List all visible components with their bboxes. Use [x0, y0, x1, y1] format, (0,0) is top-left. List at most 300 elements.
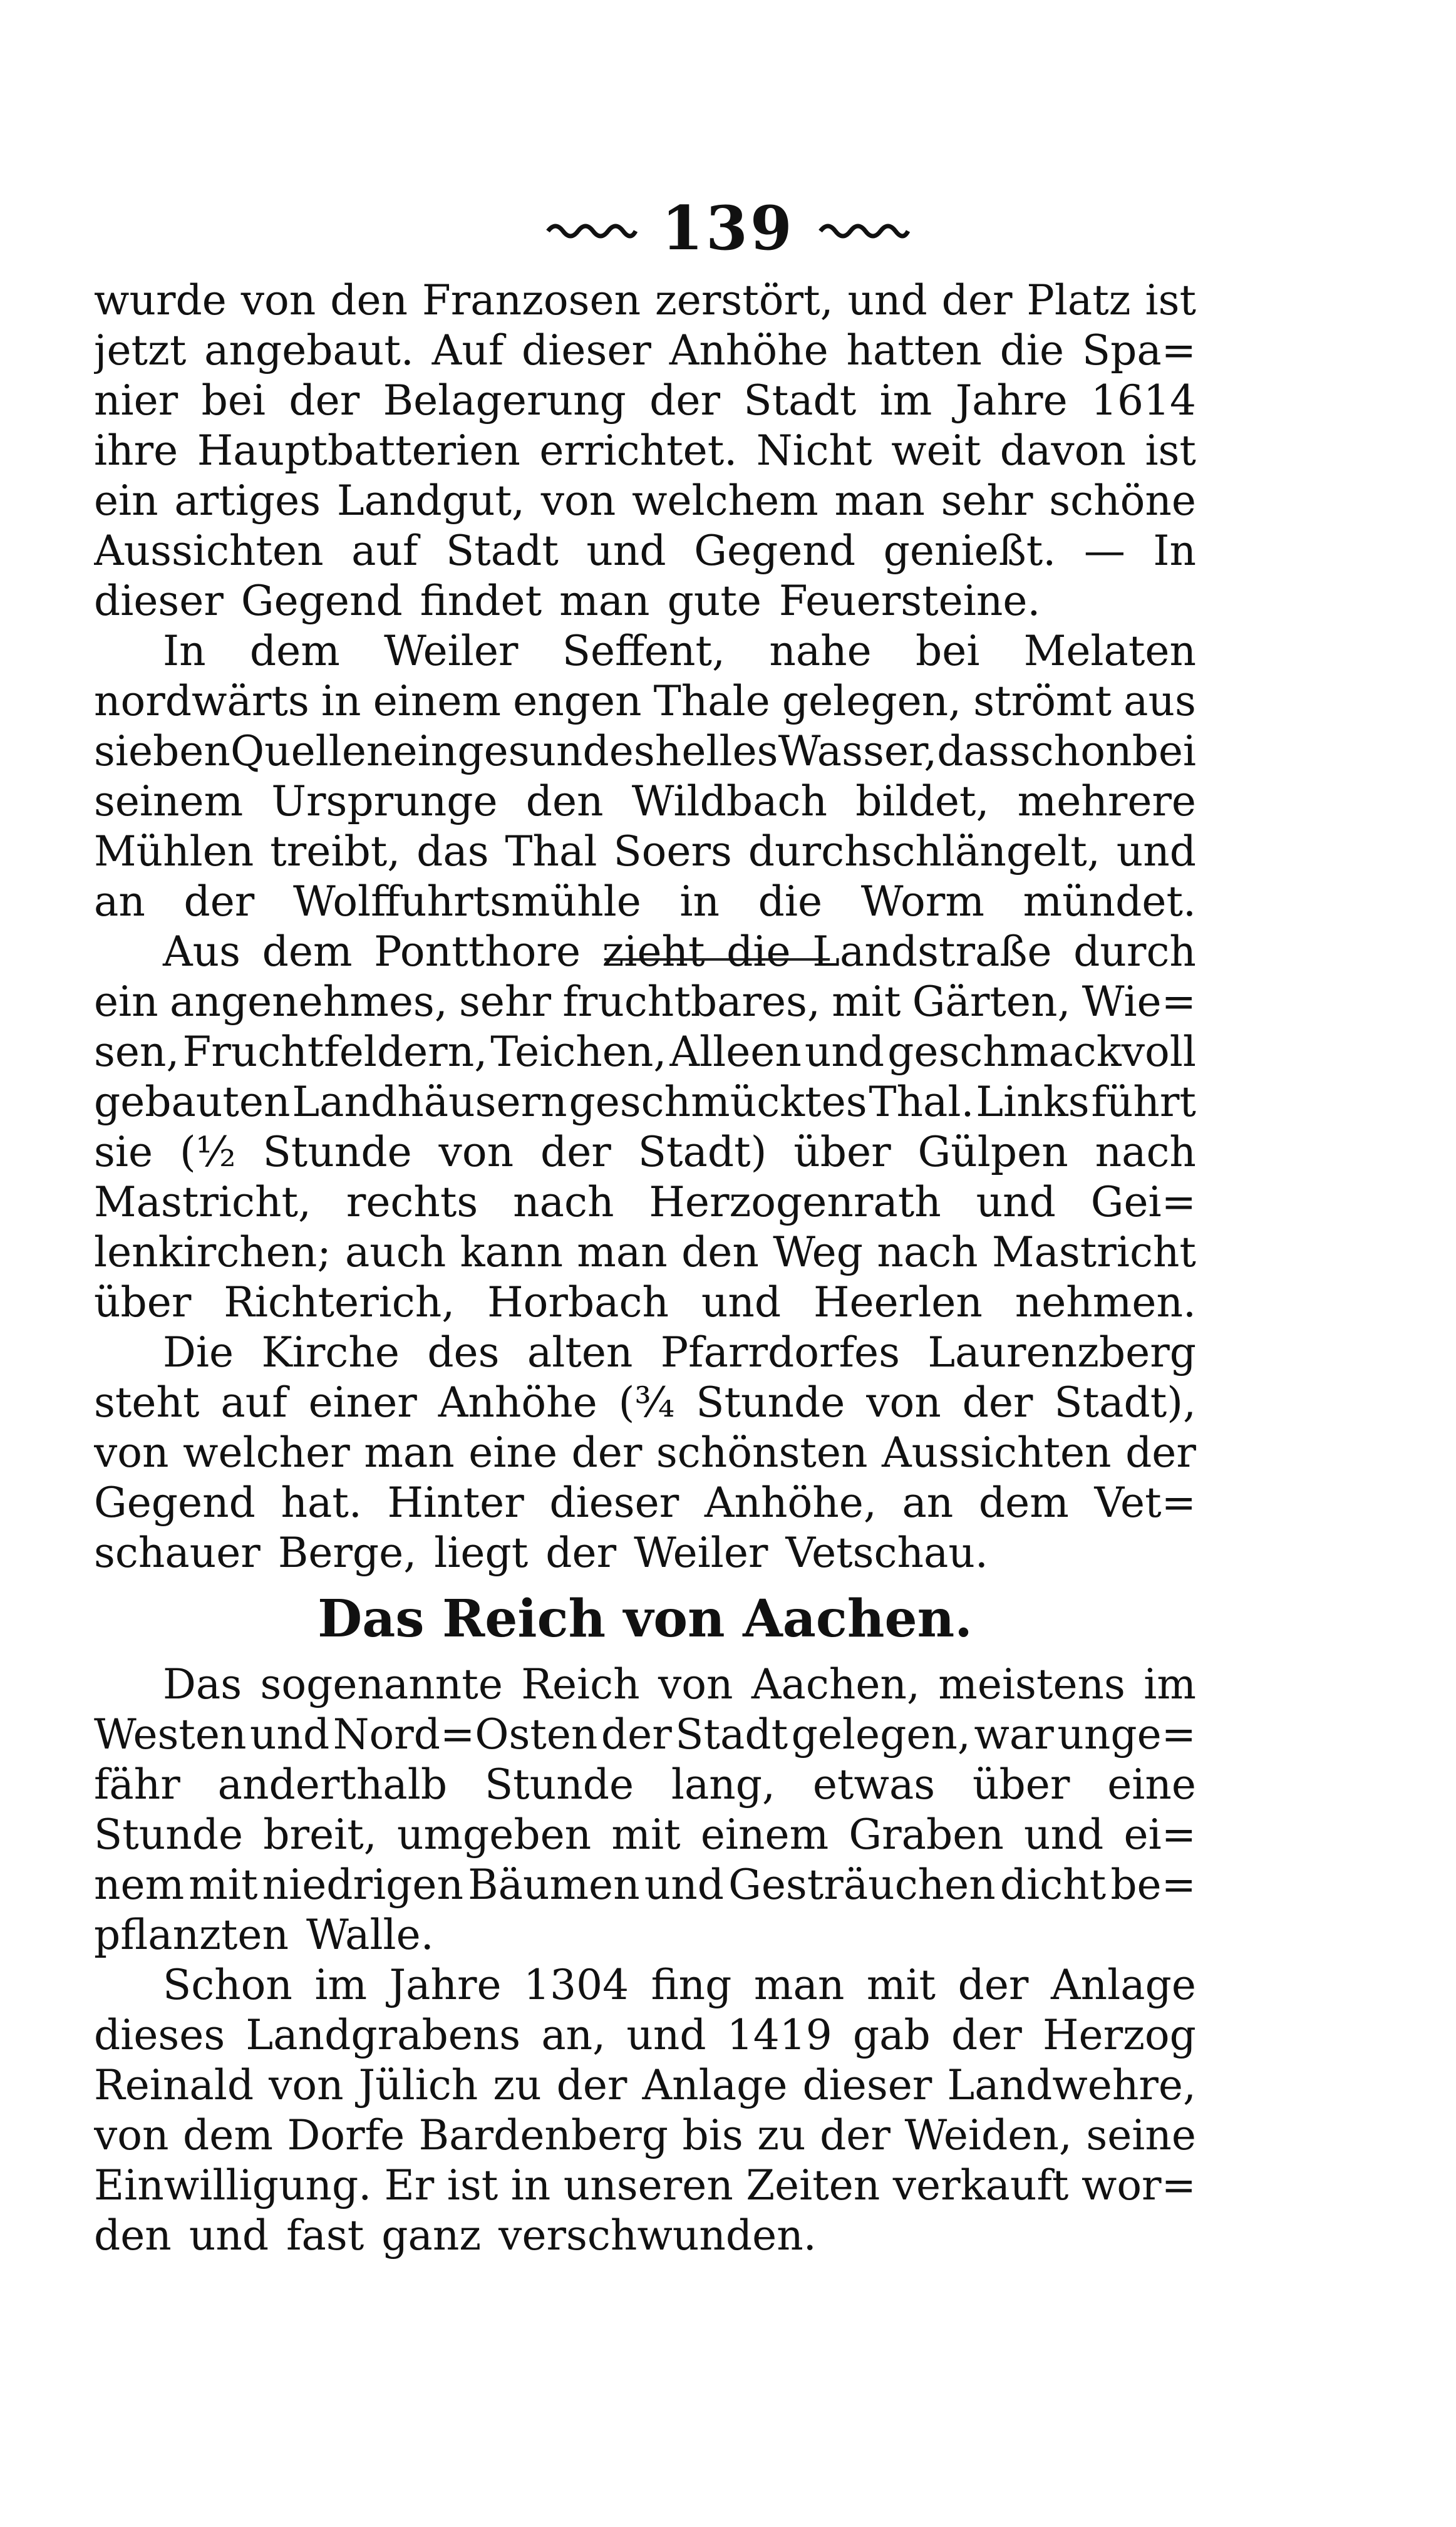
word: (½	[179, 1128, 236, 1176]
text-line	[94, 977, 1196, 1027]
word: und	[701, 1278, 782, 1326]
word: meistens	[938, 1660, 1125, 1708]
word: Links	[976, 1078, 1090, 1126]
word: zu	[757, 2111, 806, 2159]
word: dem	[183, 2111, 273, 2159]
word: Vet=	[1094, 1479, 1196, 1527]
word: artiges	[174, 477, 321, 525]
word: Schon	[163, 1961, 292, 2009]
text-line	[94, 2060, 1196, 2111]
word: Nord=Osten	[333, 1710, 598, 1759]
word: alten	[527, 1328, 633, 1377]
word: der	[289, 376, 360, 425]
word: Das	[163, 1660, 242, 1708]
word: auf	[220, 1378, 287, 1427]
word: von	[94, 2111, 169, 2159]
word: führt	[1091, 1078, 1196, 1126]
word: Jahre	[389, 1961, 502, 2009]
word: Jülich	[358, 2061, 478, 2109]
text-line	[94, 276, 1196, 326]
word: wor=	[1081, 2161, 1196, 2209]
word: gute	[667, 577, 762, 625]
word: davon	[999, 426, 1126, 475]
word: des	[427, 1328, 500, 1377]
word: Stadt	[446, 527, 559, 575]
word: Gegend	[94, 1479, 256, 1527]
word: breit,	[263, 1811, 377, 1859]
word: Weg	[773, 1228, 863, 1276]
word: aus	[1123, 677, 1196, 725]
word: 1419	[726, 2011, 832, 2059]
word: man	[559, 577, 650, 625]
word: den	[94, 2211, 172, 2260]
word: Gegend	[694, 527, 856, 575]
paragraph	[94, 276, 1196, 626]
word: Herzog	[1042, 2011, 1196, 2059]
word: nach	[1095, 1128, 1196, 1176]
word: Feuersteine.	[778, 577, 1041, 625]
word: von	[269, 2061, 344, 2109]
word: (¾	[618, 1378, 675, 1427]
word: von	[240, 276, 316, 324]
word: lenkirchen;	[94, 1228, 331, 1276]
word: der	[540, 1128, 611, 1176]
wave-ornament-right	[817, 216, 911, 241]
word: sieben	[94, 727, 230, 775]
word: welcher	[183, 1429, 350, 1477]
word: fast	[286, 2211, 364, 2260]
word: die	[726, 928, 791, 976]
word: über	[973, 1760, 1070, 1809]
word: Vetschau.	[785, 1529, 988, 1577]
word: Quellen	[230, 727, 393, 775]
word: gesundes	[457, 727, 655, 775]
word: Stunde	[696, 1378, 845, 1427]
word: Soers	[613, 827, 732, 876]
word: Landstraße	[812, 928, 1052, 976]
word: Er	[384, 2161, 435, 2209]
word: sen,	[94, 1028, 180, 1076]
word: Laurenzberg	[927, 1328, 1196, 1377]
word: rechts	[346, 1178, 478, 1226]
word: Landwehre,	[947, 2061, 1196, 2109]
word: welchem	[631, 477, 818, 525]
word: Wolffuhrtsmühle	[292, 877, 641, 926]
word: und	[586, 527, 666, 575]
word: engen	[513, 677, 642, 725]
word: bis	[682, 2111, 743, 2159]
word: Reich	[521, 1660, 640, 1708]
word: geschmackvoll	[887, 1028, 1196, 1076]
word: Stadt),	[1054, 1378, 1196, 1427]
word: dicht	[999, 1861, 1107, 1909]
word: von	[866, 1378, 941, 1427]
word: Franzosen	[421, 276, 641, 324]
word: schöne	[1049, 477, 1196, 525]
word: Aus	[163, 928, 241, 976]
word: seine	[1086, 2111, 1196, 2159]
word: der	[951, 2011, 1022, 2059]
word: niedrigen	[262, 1861, 463, 1909]
word: be=	[1110, 1861, 1196, 1909]
word: Fruchtfeldern,	[182, 1028, 488, 1076]
word: Kirche	[261, 1328, 400, 1377]
word: Hinter	[387, 1479, 524, 1527]
word: Zeiten	[746, 2161, 880, 2209]
word: lang,	[671, 1760, 776, 1809]
word: von	[438, 1128, 514, 1176]
word: und	[1024, 1811, 1104, 1859]
section-heading: Das Reich von Aachen.	[318, 1589, 973, 1649]
word: in	[679, 877, 720, 926]
word: eine	[1107, 1760, 1196, 1809]
word: nach	[877, 1228, 978, 1276]
word: Worm	[860, 877, 984, 926]
word: die	[999, 326, 1065, 375]
body-text	[94, 276, 1196, 2261]
word: Dorfe	[287, 2111, 405, 2159]
word: gab	[852, 2011, 931, 2059]
text-line	[94, 2111, 1196, 2161]
word: auf	[351, 527, 418, 575]
word: im	[879, 376, 932, 425]
word: der	[601, 1710, 672, 1759]
word: Pontthore	[374, 928, 581, 976]
word: Alleen	[669, 1028, 802, 1076]
word: im	[1144, 1660, 1196, 1708]
word: dieser	[802, 2061, 932, 2109]
word: 1304	[524, 1961, 629, 2009]
word: Seffent,	[562, 627, 725, 675]
word: Thal.	[869, 1078, 974, 1126]
word: Teichen,	[490, 1028, 667, 1076]
text-line	[94, 1127, 1196, 1177]
word: dem	[978, 1479, 1069, 1527]
word: sogenannte	[260, 1660, 503, 1708]
word: einer	[308, 1378, 417, 1427]
word: verkauft	[892, 2161, 1069, 2209]
word: und	[1116, 827, 1196, 876]
word: an	[902, 1479, 954, 1527]
word: kann	[460, 1228, 563, 1276]
word: den	[525, 777, 604, 825]
page-header	[0, 188, 1456, 269]
word: man	[364, 1429, 455, 1477]
word: ein	[393, 727, 458, 775]
paragraph	[94, 1660, 1196, 1960]
text-line	[94, 1910, 1196, 1960]
word: Jahre	[955, 376, 1068, 425]
word: hat.	[281, 1479, 362, 1527]
word: findet	[420, 577, 542, 625]
word: von	[94, 1429, 169, 1477]
word: anderthalb	[217, 1760, 448, 1809]
word: sehr	[941, 477, 1033, 525]
word: Auf	[431, 326, 504, 375]
word: durch	[1073, 928, 1196, 976]
word: man	[577, 1228, 668, 1276]
word: sie	[94, 1128, 153, 1176]
word: Anlage	[1050, 1961, 1196, 2009]
word: Landgrabens	[245, 2011, 521, 2059]
word: der	[820, 2111, 891, 2159]
paragraph	[94, 1960, 1196, 2261]
text-line	[94, 2010, 1196, 2060]
word: pflanzten	[94, 1911, 289, 1959]
word: und	[804, 1028, 885, 1076]
word: ein	[94, 477, 158, 525]
word: zu	[493, 2061, 542, 2109]
word: Nicht	[756, 426, 872, 475]
word: gelegen,	[782, 677, 962, 725]
text-line	[94, 1810, 1196, 1860]
text-line	[94, 1227, 1196, 1278]
word: helles	[654, 727, 778, 775]
word: Aussichten	[94, 527, 324, 575]
page-number: 139	[661, 193, 795, 264]
word: über	[793, 1128, 891, 1176]
word: Herzogenrath	[649, 1178, 941, 1226]
word: an,	[541, 2011, 606, 2059]
word: der	[545, 1529, 617, 1577]
word: das	[937, 727, 1009, 775]
word: Gei=	[1090, 1178, 1196, 1226]
word: ist	[1145, 276, 1196, 324]
word: der	[958, 1961, 1029, 2009]
word: fruchtbares,	[562, 978, 820, 1026]
word: strömt	[973, 677, 1112, 725]
word: bei	[1132, 727, 1196, 775]
word: Bardenberg	[418, 2111, 668, 2159]
word: Die	[163, 1328, 234, 1377]
word: nach	[513, 1178, 614, 1226]
text-line	[94, 1660, 1196, 1710]
text-line	[94, 827, 1196, 877]
text-line	[94, 1860, 1196, 1910]
word: schönsten	[656, 1429, 868, 1477]
word: und	[644, 1861, 724, 1909]
word: fing	[651, 1961, 732, 2009]
word: 1614	[1091, 376, 1196, 425]
word: in	[321, 677, 361, 725]
text-line	[94, 526, 1196, 576]
word: sehr	[459, 978, 552, 1026]
word: im	[314, 1961, 368, 2009]
word: Stadt)	[638, 1128, 767, 1176]
word: Weiler	[384, 627, 519, 675]
word: Westen	[94, 1710, 247, 1759]
word: Landgut,	[336, 477, 525, 525]
word: Bäumen	[468, 1861, 640, 1909]
word: ist	[447, 2161, 498, 2209]
word: Thal	[505, 827, 597, 876]
text-line	[94, 877, 1196, 927]
word: über	[94, 1278, 192, 1326]
text-line	[94, 1177, 1196, 1227]
word: mit	[866, 1961, 936, 2009]
word: wurde	[94, 276, 227, 324]
word: schon	[1009, 727, 1132, 775]
word: Stunde	[484, 1760, 634, 1809]
word: Aachen,	[751, 1660, 920, 1708]
word: hatten	[846, 326, 982, 375]
word: Horbach	[487, 1278, 669, 1326]
word: einem	[700, 1811, 829, 1859]
word: Anhöhe	[438, 1378, 597, 1427]
word: Mastricht	[991, 1228, 1196, 1276]
word: die	[758, 877, 823, 926]
word: Stunde	[94, 1811, 244, 1859]
word: Belagerung	[383, 376, 626, 425]
word: in	[510, 2161, 551, 2209]
word: Gärten,	[912, 978, 1071, 1026]
text-line	[94, 1960, 1196, 2010]
word: einem	[373, 677, 502, 725]
word: dem	[262, 928, 353, 976]
word: Berge,	[277, 1529, 417, 1577]
word: nier	[94, 376, 178, 425]
paragraph	[94, 626, 1196, 927]
word: weit	[891, 426, 981, 475]
text-line	[94, 676, 1196, 726]
word: Landhäusern	[292, 1078, 567, 1126]
word: Platz	[1026, 276, 1131, 324]
word: umgeben	[396, 1811, 592, 1859]
word: mündet.	[1023, 877, 1196, 926]
word: jetzt	[94, 326, 187, 375]
word: ein	[94, 978, 158, 1026]
word: mit	[188, 1861, 258, 1909]
word: und	[249, 1710, 330, 1759]
word: Gülpen	[917, 1128, 1068, 1176]
word: man	[753, 1961, 845, 2009]
word: von	[658, 1660, 733, 1708]
word: steht	[94, 1378, 200, 1427]
text-line	[94, 1528, 1196, 1578]
word: zerstört,	[655, 276, 834, 324]
word: gebauten	[94, 1078, 291, 1126]
word: Weiler	[634, 1529, 768, 1577]
word: Spa=	[1082, 326, 1196, 375]
word: liegt	[434, 1529, 529, 1577]
text-line	[94, 326, 1196, 376]
text-line	[94, 1027, 1196, 1077]
word: Pfarrdorfes	[660, 1328, 900, 1377]
word: nem	[94, 1861, 185, 1909]
word: der	[556, 2061, 627, 2109]
word: Gesträuchen	[728, 1861, 996, 1909]
word: von	[540, 477, 616, 525]
word: Wie=	[1082, 978, 1196, 1026]
word: geschmücktes	[569, 1078, 867, 1126]
word: dieses	[94, 2011, 225, 2059]
wave-ornament-left	[545, 216, 639, 241]
word: ihre	[94, 426, 178, 475]
word: man	[834, 477, 925, 525]
word: den	[330, 276, 408, 324]
text-line	[94, 1710, 1196, 1760]
word: war	[974, 1710, 1054, 1759]
word: mit	[832, 978, 901, 1026]
text-line	[94, 376, 1196, 426]
word: nordwärts	[94, 677, 309, 725]
word: Anhöhe,	[704, 1479, 877, 1527]
word: bildet,	[855, 777, 989, 825]
word: Hauptbatterien	[197, 426, 520, 475]
word: seinem	[94, 777, 244, 825]
word: und	[188, 2211, 269, 2260]
word: unge=	[1057, 1710, 1196, 1759]
word: gelegen,	[791, 1710, 971, 1759]
word: Walle.	[306, 1911, 434, 1959]
word: das	[416, 827, 489, 876]
word: Gegend	[240, 577, 403, 625]
text-line	[94, 2161, 1196, 2211]
word: bei	[201, 376, 266, 425]
text-line	[94, 2211, 1196, 2261]
word: der	[962, 1378, 1033, 1427]
paragraph	[94, 927, 1196, 1328]
word: Stadt	[675, 1710, 788, 1759]
text-line	[94, 476, 1196, 526]
word: fähr	[94, 1760, 180, 1809]
word: durchschlängelt,	[748, 827, 1100, 876]
word: verschwunden.	[498, 2211, 817, 2260]
word: dieser	[549, 1479, 679, 1527]
word: an	[94, 877, 145, 926]
word: In	[1153, 527, 1196, 575]
word: angebaut.	[204, 326, 414, 375]
word: eine	[468, 1429, 558, 1477]
text-line	[94, 1328, 1196, 1378]
word: den	[681, 1228, 759, 1276]
word: Melaten	[1023, 627, 1196, 675]
word: und	[626, 2011, 706, 2059]
word: nehmen.	[1015, 1278, 1196, 1326]
word: Ursprunge	[271, 777, 498, 825]
word: Einwilligung.	[94, 2161, 372, 2209]
word: In	[163, 627, 206, 675]
word: Anhöhe	[669, 326, 829, 375]
text-line	[94, 426, 1196, 476]
word: Stadt	[743, 376, 857, 425]
word: ist	[1145, 426, 1196, 475]
text-line	[94, 1428, 1196, 1478]
word: treibt,	[270, 827, 401, 876]
word: genießt.	[883, 527, 1056, 575]
text-line	[94, 1478, 1196, 1528]
word: bei	[916, 627, 980, 675]
text-line	[94, 1378, 1196, 1428]
word: etwas	[812, 1760, 936, 1809]
word: auch	[344, 1228, 447, 1276]
word: Stunde	[262, 1128, 412, 1176]
word: schauer	[94, 1529, 261, 1577]
word: dieser	[522, 326, 651, 375]
word: unseren	[563, 2161, 733, 2209]
word: Aussichten	[881, 1429, 1112, 1477]
word: mit	[611, 1811, 681, 1859]
word: ganz	[381, 2211, 482, 2260]
word: Thale	[653, 677, 770, 725]
word: angenehmes,	[170, 978, 448, 1026]
word: Anlage	[642, 2061, 788, 2109]
word: der	[1125, 1429, 1196, 1477]
text-line	[94, 1760, 1196, 1810]
word: Richterich,	[224, 1278, 455, 1326]
word: errichtet.	[539, 426, 738, 475]
word: Wasser,	[778, 727, 937, 775]
